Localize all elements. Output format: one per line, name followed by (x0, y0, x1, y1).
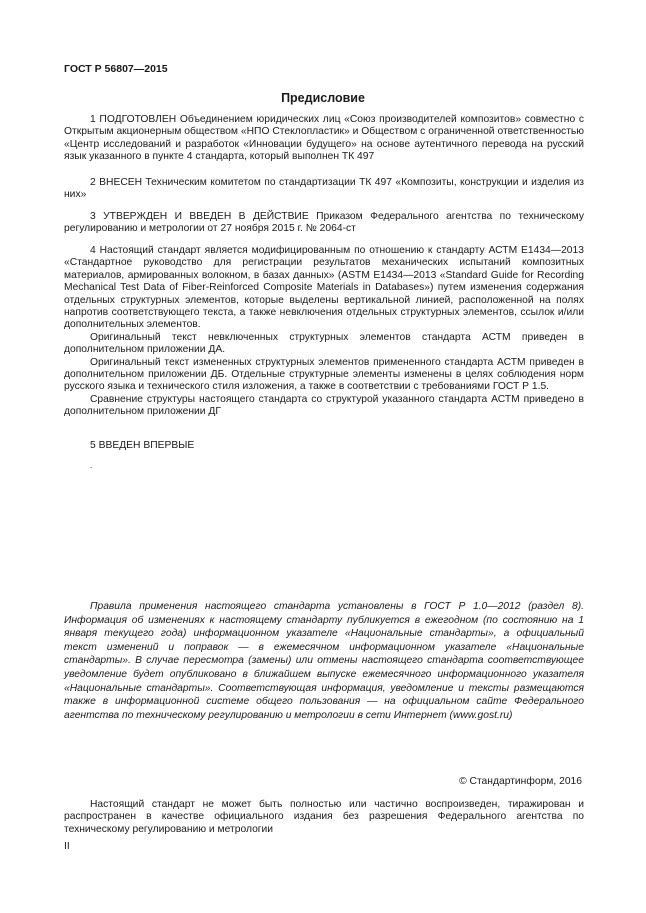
paragraph-text: 5 ВВЕДЕН ВПЕРВЫЕ (90, 440, 195, 451)
paragraph-introduced-by (64, 177, 584, 202)
paragraph-text: 1 ПОДГОТОВЛЕН Объединением юридических лиц «Союз производителей композитов» совместно с Открытым акционерным обществом «НПО Стеклопластик» и Обществом с ограниченной ответственностью «Центр исследований и разработок «Инновации будущего» на основе аутентичного перевода на русский язык указанного в пункте 4 стандарта, который выполнен ТК 497 (64, 114, 584, 163)
paragraph-approved (64, 211, 584, 236)
paragraph-prepared-by (64, 114, 584, 164)
stray-mark: . (90, 461, 93, 470)
application-rules-note: Правила применения настоящего стандарта установлены в ГОСТ Р 1.0—2012 (раздел 8). Информация об изменениях к настоящему стандарту публикуется в ежегодном (по состоянию на 1 января текущего года) информационном указателе «Национальные стандарты», а официальный текст изменений и поправок — в ежемесячном информационном указателе «Национальные стандарты». В случае пересмотра (замены) или отмены настоящего стандарта соответствующее уведомление будет опубликовано в ближайшем выпуске ежемесячного информационного указателя «Национальные стандарты». Соответствующая информация, уведомление и тексты размещаются также в информационной системе общего пользования — на официальном сайте Федерального агентства по техническому регулированию и метрологии в сети Интернет (www.gost.ru) (64, 601, 584, 721)
paragraph-text: 2 ВНЕСЕН Техническим комитетом по стандартизации ТК 497 «Композиты, конструкции и изделия из них» (64, 177, 584, 201)
paragraph-first-introduced (64, 440, 584, 452)
paragraph-modification (64, 245, 584, 419)
paragraph-text: 4 Настоящий стандарт является модифицированным по отношению к стандарту АСТМ Е1434—2013 «Стандартное руководство для регистрации результатов механических испытаний композитных материалов, армированных волокном, в базах данных» (ASTM E1434—2013 «Standard Guide for Recording Mechanical Test Data of Fiber-Reinforced Composite Materials in Databases») путем изменения содержания отдельных структурных элементов, которые выделены вертикальной линией, расположенной на полях напротив соответствующего текста, а также невключения отдельных структурных элементов, ссылок и/или дополнительных элементов. (64, 245, 584, 331)
copyright-line: © Стандартинформ, 2016 (459, 776, 582, 787)
paragraph-text: Оригинальный текст невключенных структурных элементов стандарта АСТМ приведен в дополнительном приложении ДА. (64, 331, 584, 356)
paragraph-text: Оригинальный текст измененных структурных элементов примененного стандарта АСТМ приведен в дополнительном приложении ДБ. Отдельные структурные элементы изменены в целях соблюдения норм русского языка и технического стиля изложения, а также в соответствии с требованиями ГОСТ Р 1.5. (64, 356, 584, 393)
paragraph-text: 3 УТВЕРЖДЕН И ВВЕДЕН В ДЕЙСТВИЕ Приказом Федерального агентства по техническому регулированию и метрологии от 27 ноября 2015 г. № 2064-ст (64, 211, 584, 235)
page-title: Предисловие (281, 91, 365, 105)
document-header-id: ГОСТ Р 56807—2015 (64, 63, 168, 75)
paragraph-text: Сравнение структуры настоящего стандарта со структурой указанного стандарта АСТМ приведено в дополнительном приложении ДГ (64, 393, 584, 418)
page-number: II (64, 841, 70, 852)
reproduction-notice: Настоящий стандарт не может быть полностью или частично воспроизведен, тиражирован и распространен в качестве официального издания без разрешения Федерального агентства по техническому регулированию и метрологии (64, 799, 584, 835)
